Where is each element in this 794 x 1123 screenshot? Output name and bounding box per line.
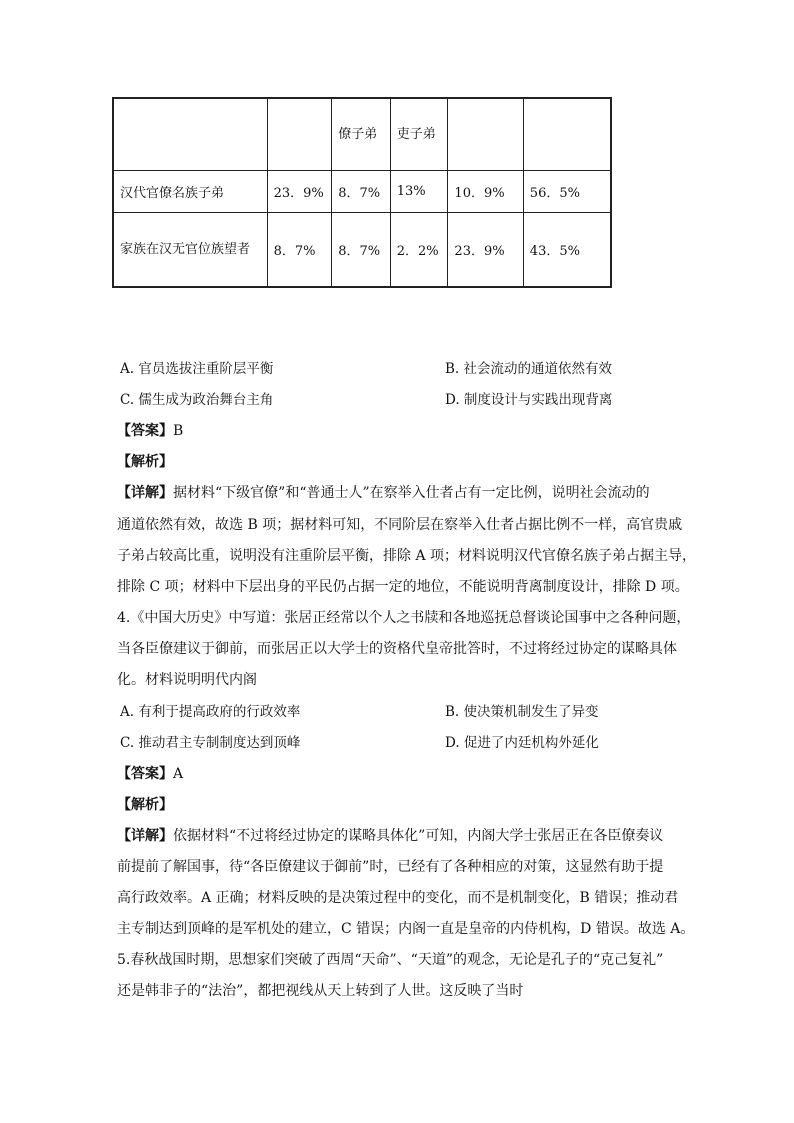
table-cell: 43．5%: [523, 213, 611, 288]
q3-detail-line: 排除 C 项；材料中下层出身的平民仍占据一定的地位，不能说明背离制度设计，排除 D 项。: [117, 579, 689, 595]
table-cell: 8．7%: [267, 213, 332, 288]
detail-text: 依据材料“不过将经过协定的谋略具体化”可知，内阁大学士张居正在各臣僚奏议: [173, 828, 664, 844]
q4-option-b: B. 使决策机制发生了异变: [445, 704, 599, 720]
q4-stem-line: 化。材料说明明代内阁: [117, 672, 257, 688]
table-header-row: [113, 98, 611, 171]
q4-detail-line: [117, 825, 663, 845]
answer-tag: 【答案】: [117, 766, 173, 782]
table-cell: 8．7%: [332, 171, 391, 213]
q4-analysis-label: 【解析】: [117, 797, 173, 813]
q3-option-b: B. 社会流动的通道依然有效: [445, 361, 613, 377]
q4-option-d: D. 促进了内廷机构外延化: [445, 735, 599, 751]
q4-stem-line: 当各臣僚建议于御前，而张居正以大学士的资格代皇帝批答时，不过将经过协定的谋略具体: [117, 641, 677, 657]
row-label: 汉代官僚名族子弟: [113, 171, 267, 213]
table-cell: 56．5%: [523, 171, 611, 213]
q5-stem-line: 5.春秋战国时期，思想家们突破了西周“天命”、“天道”的观念，无论是孔子的“克己复礼”: [117, 952, 664, 968]
q4-option-c: C. 推动君主专制制度达到顶峰: [120, 735, 301, 751]
answer-value: B: [173, 423, 184, 439]
data-table: [112, 97, 612, 288]
row-label: 家族在汉无官位族望者: [113, 213, 267, 288]
q4-detail-line: 前提前了解国事，待“各臣僚建议于御前”时，已经有了各种相应的对策，这显然有助于提: [117, 859, 664, 875]
detail-text: 据材料“下级官僚”和“普通士人”在察举入仕者占有一定比例，说明社会流动的: [173, 485, 650, 501]
q3-detail-line: 通道依然有效，故选 B 项；据材料可知，不同阶层在察举入仕者占据比例不一样，高官贵戚: [117, 517, 683, 533]
table-header-cell: 僚子弟: [332, 98, 391, 171]
q3-detail-line: 子弟占较高比重，说明没有注重阶层平衡，排除 A 项；材料说明汉代官僚名族子弟占据主导，: [117, 548, 697, 564]
table-cell: 10．9%: [448, 171, 523, 213]
q4-detail-line: 主专制达到顶峰的是军机处的建立，C 错误；内阁一直是皇帝的内侍机构，D 错误。故选 A。: [117, 921, 695, 937]
q4-detail-line: 高行政效率。A 正确；材料反映的是决策过程中的变化，而不是机制变化，B 错误；推动君: [117, 890, 679, 906]
table-header-cell: [523, 98, 611, 171]
table-cell: 23．9%: [448, 213, 523, 288]
table-cell: 13%: [390, 171, 448, 213]
table-row: [113, 171, 611, 213]
table-header-cell: 吏子弟: [390, 98, 448, 171]
q3-answer: [117, 420, 183, 440]
table-header-cell: [113, 98, 267, 171]
q5-stem-line: 还是韩非子的“法治”，都把视线从天上转到了人世。这反映了当时: [117, 983, 524, 999]
q3-analysis-label: 【解析】: [117, 454, 173, 470]
q3-detail-line: [117, 482, 650, 502]
answer-value: A: [173, 766, 184, 782]
table-cell: 2．2%: [390, 213, 448, 288]
table-header-cell: [267, 98, 332, 171]
q3-option-a: A. 官员选拔注重阶层平衡: [120, 361, 274, 377]
q4-stem-line: 4.《中国大历史》中写道：张居正经常以个人之书牍和各地巡抚总督谈论国事中之各种问题，: [117, 610, 691, 626]
table-row: [113, 213, 611, 288]
q3-option-c: C. 儒生成为政治舞台主角: [120, 392, 274, 408]
table-cell: 8．7%: [332, 213, 391, 288]
answer-tag: 【答案】: [117, 423, 173, 439]
table-header-cell: [448, 98, 523, 171]
detail-tag: 【详解】: [117, 828, 173, 844]
detail-tag: 【详解】: [117, 485, 173, 501]
table-cell: 23．9%: [267, 171, 332, 213]
q4-option-a: A. 有利于提高政府的行政效率: [120, 704, 301, 720]
q4-answer: [117, 763, 183, 783]
q3-option-d: D. 制度设计与实践出现背离: [445, 392, 613, 408]
